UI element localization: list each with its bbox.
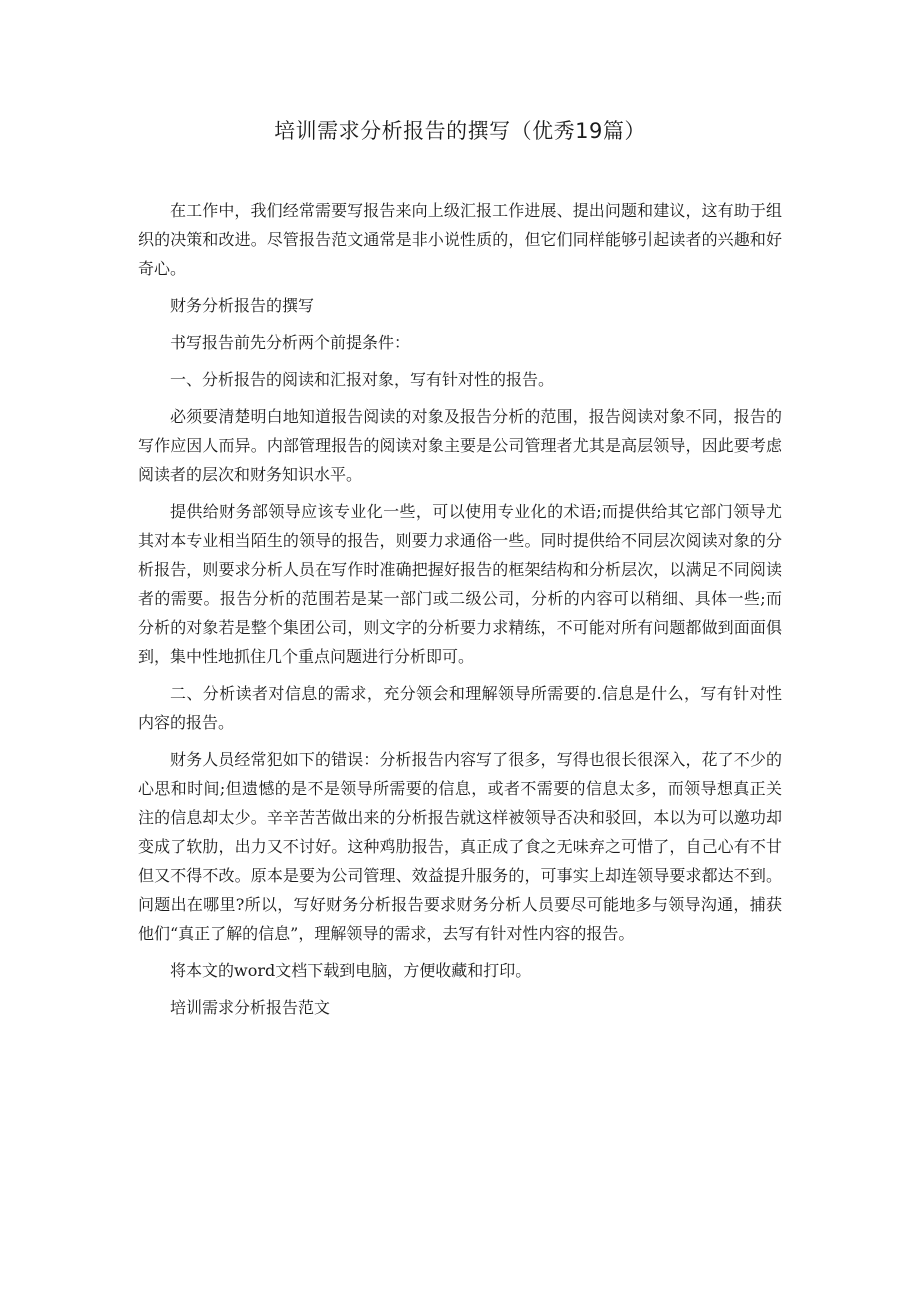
intro-paragraph: 在工作中，我们经常需要写报告来向上级汇报工作进展、提出问题和建议，这有助于组织的决策和改进。尽管报告范文通常是非小说性质的，但它们同样能够引起读者的兴趣和好奇心。 — [138, 201, 782, 278]
document-title: 培训需求分析报告的撰写（优秀19篇） — [274, 119, 646, 143]
next-section-heading: 培训需求分析报告范文 — [170, 998, 331, 1017]
paragraph-common-errors: 财务人员经常犯如下的错误：分析报告内容写了很多，写得也很长很深入，花了不少的心思和时间;但遗憾的是不是领导所需要的信息，或者不需要的信息太多，而领导想真正关注的信息却太少。辛辛苦苦做出来的分析报告就这样被领导否决和驳回，本以为可以邀功却变成了软肋，出力又不讨好。这种鸡肋报告，真正成了食之无味弃之可惜了，自己心有不甘但又不得不改。原本是要为公司管理、效益提升服务的，可事实上却连领导要求都达不到。问题出在哪里?所以，写好财务分析报告要求财务分析人员要尽可能地多与领导沟通，捕获他们“真正了解的信息”，理解领导的需求，去写有针对性内容的报告。 — [138, 750, 782, 943]
paragraph-audience: 必须要清楚明白地知道报告阅读的对象及报告分析的范围，报告阅读对象不同，报告的写作应因人而异。内部管理报告的阅读对象主要是公司管理者尤其是高层领导，因此要考虑阅读者的层次和财务知识水平。 — [138, 407, 782, 484]
document-body — [138, 196, 782, 1030]
paragraph-professionalism: 提供给财务部领导应该专业化一些，可以使用专业化的术语;而提供给其它部门领导尤其对本专业相当陌生的领导的报告，则要力求通俗一些。同时提供给不同层次阅读对象的分析报告，则要求分析人员在写作时准确把握好报告的框架结构和分析层次，以满足不同阅读者的需要。报告分析的范围若是某一部门或二级公司，分析的内容可以稍细、具体一些;而分析的对象若是整个集团公司，则文字的分析要力求精练，不可能对所有问题都做到面面俱到，集中性地抓住几个重点问题进行分析即可。 — [138, 502, 782, 666]
download-note: 将本文的word文档下载到电脑，方便收藏和打印。 — [170, 961, 532, 980]
section-heading: 财务分析报告的撰写 — [170, 296, 315, 315]
section-intro: 书写报告前先分析两个前提条件： — [170, 333, 411, 352]
point-one: 一、分析报告的阅读和汇报对象，写有针对性的报告。 — [170, 370, 555, 389]
point-two: 二、分析读者对信息的需求，充分领会和理解领导所需要的.信息是什么，写有针对性内容的报告。 — [138, 684, 782, 732]
